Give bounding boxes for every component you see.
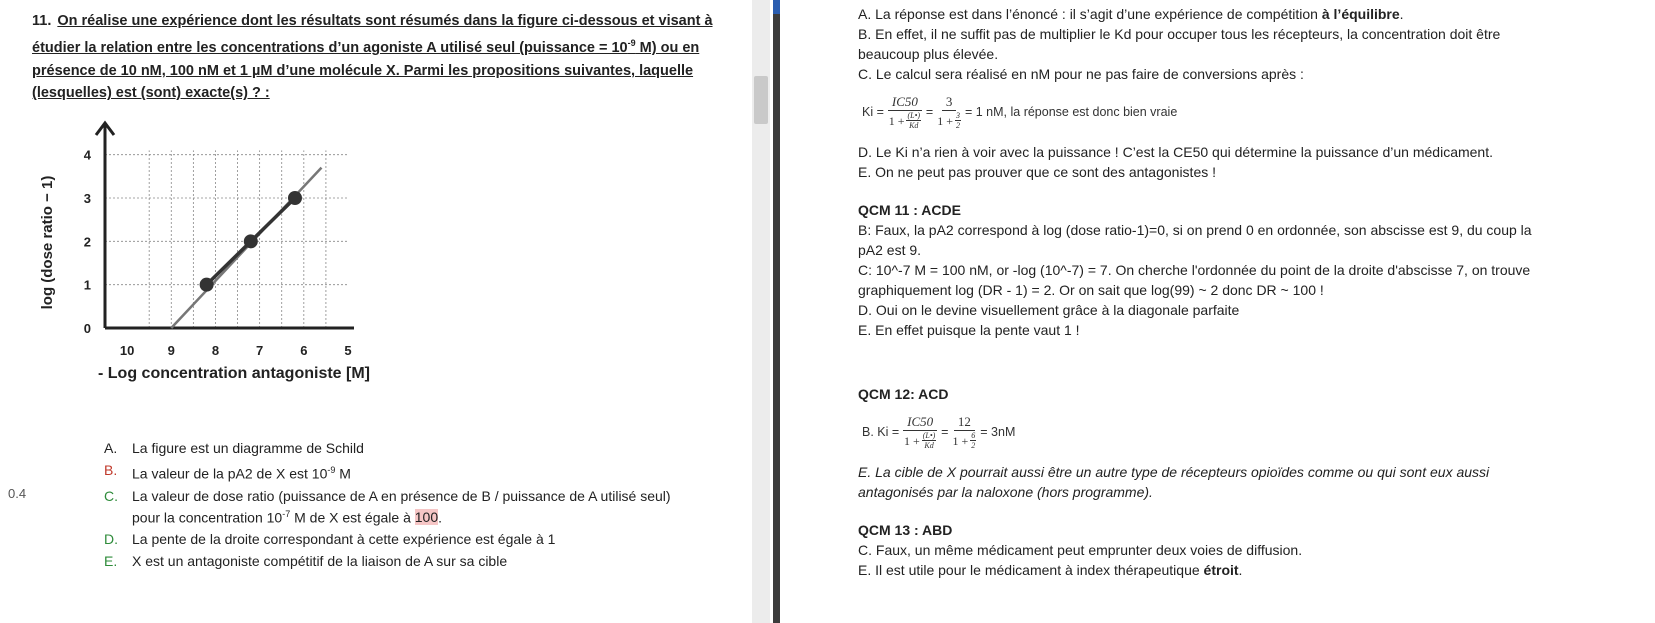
formula2-num2: 12 <box>954 414 975 431</box>
question-line-4: (lesquelles) est (sont) exacte(s) ? : <box>32 85 270 102</box>
y-tick-label: 1 <box>83 277 91 293</box>
qcm13-e-bold: étroit <box>1203 562 1239 578</box>
x-axis-label: - Log concentration antagoniste [M] <box>98 365 370 382</box>
formula1-den2: 1 + <box>937 113 953 128</box>
choice-d <box>104 530 744 548</box>
choice-d-text: La pente de la droite correspondant à cette expérience est égale à 1 <box>132 531 556 548</box>
formula2-eq: = <box>941 425 949 439</box>
choice-b <box>104 461 744 483</box>
choice-c-sup: -7 <box>282 508 291 519</box>
prev-a-text: A. La réponse est dans l’énoncé : il s’agit d’une expérience de compétition <box>858 6 1322 22</box>
formula1-den: 1 + <box>888 113 905 128</box>
choice-a-text: La figure est un diagramme de Schild <box>132 440 364 456</box>
qcm13-e-end: . <box>1238 562 1243 578</box>
formula2-ki: B. Ki = <box>862 425 900 439</box>
formula1-num: IC50 <box>888 94 922 111</box>
data-point <box>288 191 302 205</box>
prev-answer-b2: beaucoup plus élevée. <box>858 46 999 62</box>
page-divider <box>773 0 780 623</box>
choice-d-letter: D. <box>104 531 118 548</box>
formula1-mini2-num: 3 <box>955 111 960 120</box>
qcm11-b-line2: pA2 est 9. <box>858 242 922 258</box>
question-line-1: On réalise une expérience dont les résultats sont résumés dans la figure ci-dessous et visant à <box>57 13 713 29</box>
question-number: 11. <box>32 13 52 29</box>
formula1-mini2-den: 2 <box>955 121 960 130</box>
formula1-num2: 3 <box>942 94 957 111</box>
qcm11-title: QCM 11 : ACDE <box>858 202 961 218</box>
qcm13-e <box>858 560 1618 580</box>
choice-c-line1: La valeur de dose ratio (puissance de A en présence de B / puissance de A utilisé seul) <box>132 487 671 504</box>
qcm12-title: QCM 12: ACD <box>858 386 949 402</box>
formula-ki-2 <box>862 410 1618 454</box>
formula1-tail: = 1 nM, la réponse est donc bien vraie <box>964 105 1178 119</box>
choice-b-sup: -9 <box>327 465 336 475</box>
question-title <box>32 10 732 105</box>
prev-a-end: . <box>1399 6 1404 22</box>
choice-c-letter: C. <box>104 487 118 504</box>
formula1-mini-num: (L•) <box>907 111 921 120</box>
formula2-mini-num: (L•) <box>922 431 936 440</box>
y-tick-label: 3 <box>83 191 91 206</box>
prev-answer-a <box>858 4 1618 24</box>
qcm11-e: E. En effet puisque la pente vaut 1 ! <box>858 322 1080 338</box>
y-axis-label: log (dose ratio − 1) <box>39 175 56 310</box>
prev-answer-d: D. Le Ki n’a rien à voir avec la puissance ! C’est la CE50 qui détermine la puissance d’un médicament. <box>858 144 1493 160</box>
qcm11-c-line1: C: 10^-7 M = 100 nM, or -log (10^-7) = 7. On cherche l'ordonnée du point de la droite d'abscisse 7, on trouve <box>858 262 1531 278</box>
y-tick-label: 0 <box>83 321 91 336</box>
choice-b-text: La valeur de la pA2 de X est 10 <box>132 465 328 482</box>
left-page <box>0 0 750 623</box>
prev-a-bold: à l’équilibre <box>1321 6 1400 22</box>
choice-c <box>104 487 744 527</box>
formula2-num: IC50 <box>903 414 937 431</box>
choice-b-unit: M <box>335 465 351 482</box>
divider-marker <box>773 0 780 14</box>
formula1-ki: Ki = <box>862 105 884 119</box>
formula2-tail: = 3nM <box>980 425 1016 439</box>
scrollbar-thumb[interactable] <box>754 76 768 124</box>
formula2-mini-den: Kd <box>924 441 934 450</box>
question-line-2a: étudier la relation entre les concentrations d’un agoniste A utilisé seul (puissance = 10 <box>32 40 628 57</box>
formula1-eq: = <box>925 105 934 119</box>
prev-answer-b: B. En effet, il ne suffit pas de multiplier le Kd pour occuper tous les récepteurs, la concentration doit être <box>858 26 1501 42</box>
qcm12-e-line2: antagonisés par la naloxone (hors programme). <box>858 484 1153 500</box>
formula2-mini2-num: 6 <box>971 431 976 440</box>
choice-a <box>104 439 744 457</box>
formula2-mini2-den: 2 <box>971 441 976 450</box>
x-tick-label: 9 <box>167 343 175 358</box>
data-point <box>244 234 258 248</box>
side-number: 0.4 <box>8 486 27 501</box>
formula1-mini-den: Kd <box>909 121 919 130</box>
qcm11-c-line2: graphiquement log (DR - 1) = 2. Or on sait que log(99) ~ 2 donc DR ~ 100 ! <box>858 282 1324 298</box>
choice-b-letter: B. <box>104 462 118 478</box>
formula2-den2: 1 + <box>952 433 969 448</box>
prev-answer-e: E. On ne peut pas prouver que ce sont des antagonistes ! <box>858 164 1217 180</box>
choices-list <box>104 439 744 574</box>
x-tick-label: 10 <box>119 343 135 358</box>
x-tick-label: 8 <box>211 343 220 358</box>
choice-e-text: X est un antagoniste compétitif de la liaison de A sur sa cible <box>132 553 508 570</box>
prev-answer-c: C. Le calcul sera réalisé en nM pour ne pas faire de conversions après : <box>858 66 1304 82</box>
x-tick-label: 5 <box>344 343 352 358</box>
formula-ki-1 <box>862 90 1618 134</box>
choice-a-letter: A. <box>104 440 118 456</box>
choice-c-line2b: M de X est égale à <box>290 509 415 526</box>
qcm13-title: QCM 13 : ABD <box>858 522 953 538</box>
qcm12-e-line1: E. La cible de X pourrait aussi être un autre type de récepteurs opioïdes comme ou qui sont eux aussi <box>858 464 1490 480</box>
choice-c-end: . <box>438 509 443 526</box>
x-tick-label: 6 <box>300 343 308 358</box>
formula2-den: 1 + <box>903 433 920 448</box>
schild-plot <box>30 115 450 405</box>
qcm11-b-line1: B: Faux, la pA2 correspond à log (dose ratio-1)=0, si on prend 0 en ordonnée, son abscisse est 9, du coup la <box>858 222 1532 238</box>
x-tick-label: 7 <box>256 343 264 358</box>
choice-e <box>104 552 744 570</box>
qcm11-d: D. Oui on le devine visuellement grâce à la diagonale parfaite <box>858 302 1240 318</box>
data-point <box>200 278 214 292</box>
qcm13-c: C. Faux, un même médicament peut emprunter deux voies de diffusion. <box>858 542 1303 558</box>
y-tick-label: 2 <box>83 234 91 250</box>
qcm13-e-text: E. Il est utile pour le médicament à index thérapeutique <box>858 562 1204 578</box>
answers-page <box>858 0 1618 580</box>
choice-c-highlight: 100 <box>414 509 439 526</box>
question-line-2-sup: -9 <box>627 38 636 49</box>
question-line-2b: M) ou en <box>635 40 700 57</box>
choice-e-letter: E. <box>104 553 118 570</box>
y-tick-label: 4 <box>83 147 91 163</box>
choice-c-line2a: pour la concentration 10 <box>132 509 283 526</box>
question-line-3: présence de 10 nM, 100 nM et 1 µM d’une molécule X. Parmi les propositions suivantes, laquelle <box>32 62 694 79</box>
